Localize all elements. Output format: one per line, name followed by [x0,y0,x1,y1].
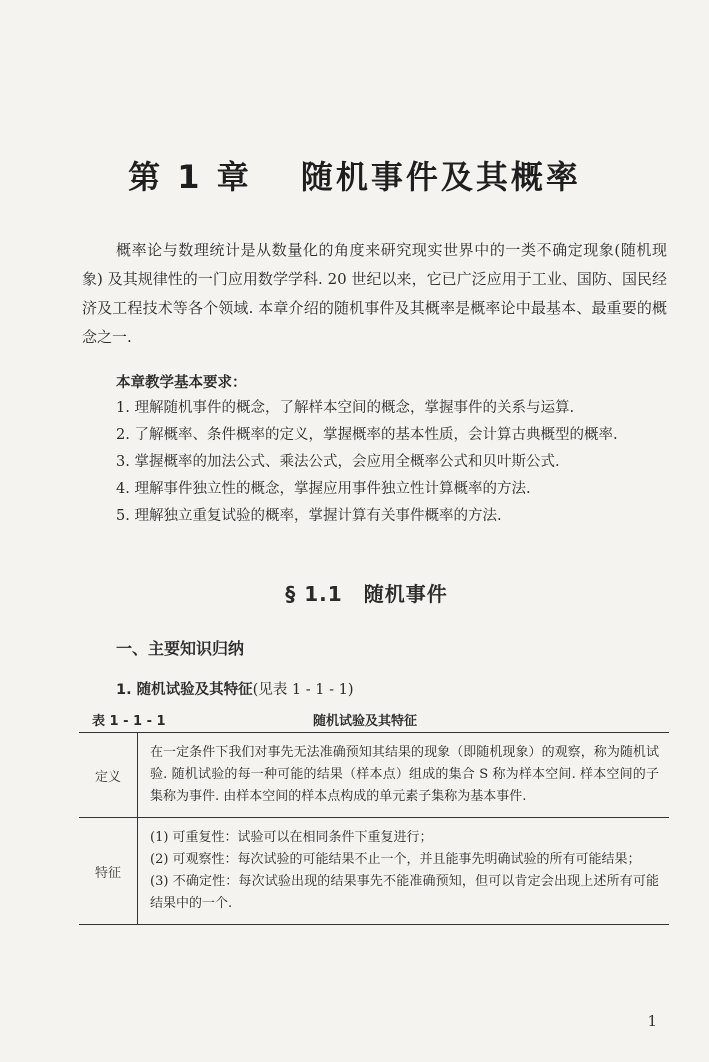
row-content [138,818,670,925]
chapter-title: 第 1 章 随机事件及其概率 [128,158,581,196]
requirement-item: 2. 了解概率、条件概率的定义，掌握概率的基本性质，会计算古典概型的概率. [116,427,618,443]
subsection-heading [116,678,354,699]
row-line: (3) 不确定性：每次试验出现的结果事先不能准确预知，但可以肯定会出现上述所有可能结果中的一个. [150,874,659,911]
requirements-heading: 本章教学基本要求： [116,375,247,391]
subsection-heading-bold: 1. 随机试验及其特征 [116,682,253,698]
requirements-list [82,396,672,531]
subsection-heading-ref: (见表 1 - 1 - 1) [252,682,354,698]
row-line: (2) 可观察性：每次试验的可能结果不止一个，并且能事先明确试验的所有可能结果； [150,852,641,867]
row-label: 定义 [79,733,138,818]
row-line: (1) 可重复性：试验可以在相同条件下重复进行； [150,830,433,845]
requirement-item: 3. 掌握概率的加法公式、乘法公式，会应用全概率公式和贝叶斯公式. [116,454,560,470]
table-row [79,818,669,925]
section-title: § 1.1 随机事件 [285,582,448,606]
row-line: 在一定条件下我们对事先无法准确预知其结果的现象（即随机现象）的观察，称为随机试验. 随机试验的每一种可能的结果（样本点）组成的集合 S 称为样本空间. 样本空间的子集称为事件. 由样本空间的样本点构成的单元素子集称为基本事件. [150,745,659,804]
requirement-item: 4. 理解事件独立性的概念，掌握应用事件独立性计算概率的方法. [116,481,531,497]
requirement-item: 5. 理解独立重复试验的概率，掌握计算有关事件概率的方法. [116,508,502,524]
table-caption: 随机试验及其特征 [313,714,418,729]
table-label: 表 1 - 1 - 1 [92,714,166,729]
random-experiment-table [79,732,669,925]
page-number: 1 [647,1012,657,1030]
intro-paragraph: 概率论与数理统计是从数量化的角度来研究现实世界中的一类不确定现象(随机现象) 及其规律性的一门应用数学学科. 20 世纪以来，它已广泛应用于工业、国防、国民经济及工程技术等各个领域. 本章介绍的随机事件及其概率是概率论中最基本、最重要的概念之一. [82,241,667,346]
row-content [138,733,670,818]
subheading: 一、主要知识归纳 [116,639,245,658]
row-label: 特征 [79,818,138,925]
table-row [79,733,669,818]
requirement-item: 1. 理解随机事件的概念，了解样本空间的概念，掌握事件的关系与运算. [116,400,575,416]
